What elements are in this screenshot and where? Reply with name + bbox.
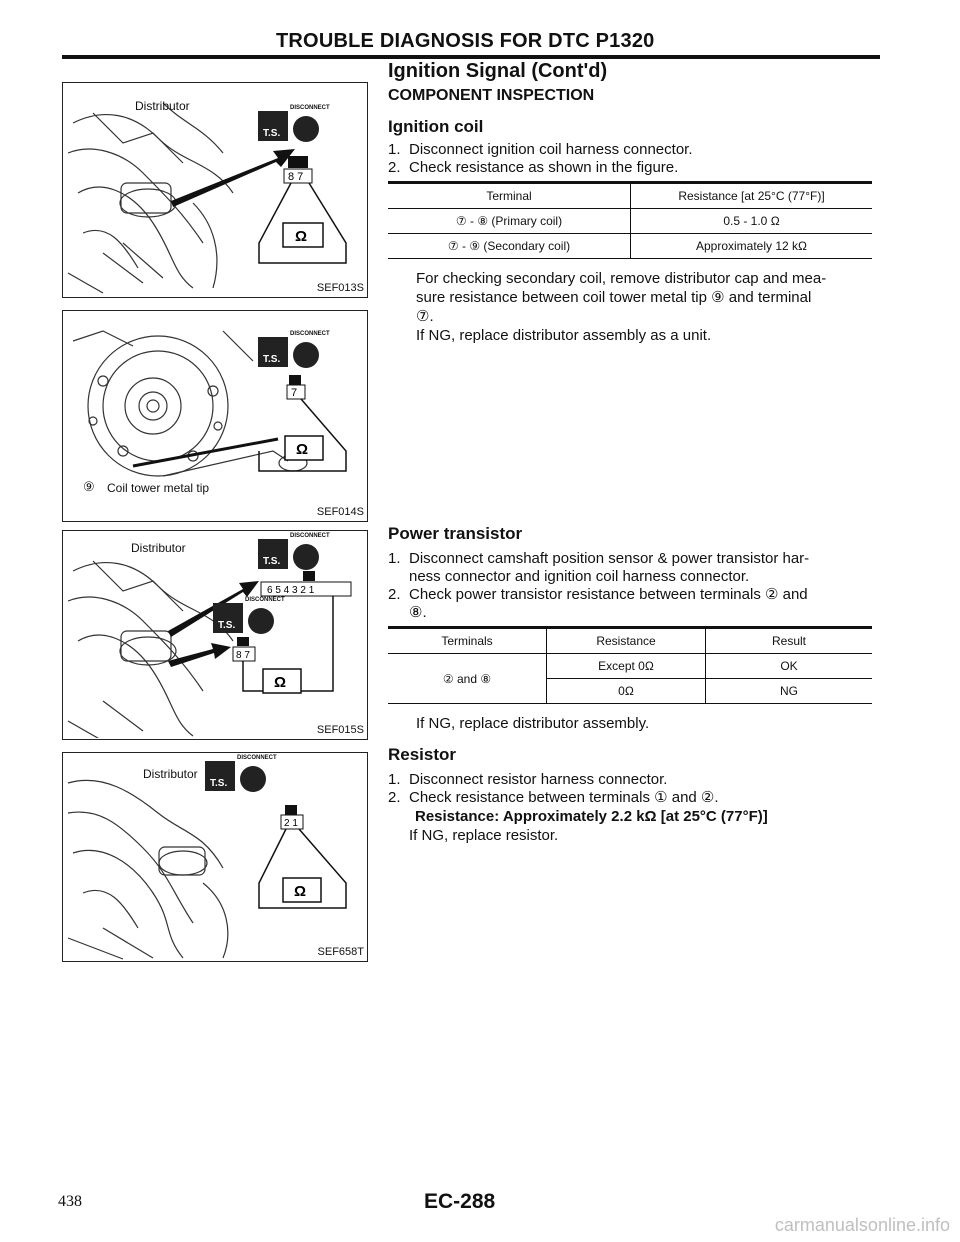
table-cell: NG xyxy=(780,684,798,698)
figure-secondary-coil xyxy=(62,310,368,522)
table-header: Resistance [at 25°C (77°F)] xyxy=(678,189,825,203)
power-transistor-steps xyxy=(388,550,878,622)
figure-code: SEF013S xyxy=(316,282,364,294)
figure-power-transistor xyxy=(62,530,368,740)
note-text: For checking secondary coil, remove distributor cap and mea- xyxy=(416,270,827,287)
power-transistor-title: Power transistor xyxy=(388,524,523,543)
table-header: Terminal xyxy=(388,183,631,209)
table-header-row xyxy=(388,628,872,654)
section-title: Ignition Signal (Cont'd) xyxy=(388,60,608,82)
table-cell: Approximately 12 kΩ xyxy=(695,239,808,253)
table-cell: ⑦ - ⑧ (Primary coil) xyxy=(388,209,631,234)
table-cell: OK xyxy=(780,659,798,673)
power-transistor-table xyxy=(388,626,872,704)
svg-text:DISCONNECT: DISCONNECT xyxy=(245,597,285,603)
ignition-coil-steps xyxy=(388,141,878,177)
svg-text:T.S.: T.S. xyxy=(263,354,281,365)
table-cell: Except 0Ω xyxy=(547,654,706,679)
ng-text: If NG, replace resistor. xyxy=(409,827,559,844)
figure-ignition-coil xyxy=(62,82,368,298)
ng-text: If NG, replace distributor assembly. xyxy=(416,715,650,732)
figure-label: Distributor xyxy=(135,99,190,113)
svg-text:T.S.: T.S. xyxy=(263,128,281,139)
figure-label: Distributor xyxy=(143,767,198,781)
note-text: ⑦. xyxy=(416,308,434,325)
table-header: Resistance xyxy=(547,628,706,654)
list-item: 2. Check resistance between terminals ① and ②. xyxy=(388,789,719,806)
resistor-steps xyxy=(388,771,878,807)
page-number: 438 xyxy=(58,1193,82,1210)
svg-text:T.S.: T.S. xyxy=(263,556,281,567)
resistor-title: Resistor xyxy=(388,745,457,764)
page-code: EC-288 xyxy=(424,1190,496,1213)
list-item: 1. Disconnect camshaft position sensor & power transistor har- ness connector and ignition coil harness connector. xyxy=(388,550,810,585)
engine-illustration xyxy=(63,531,366,738)
svg-text:6 5 4 3 2 1: 6 5 4 3 2 1 xyxy=(267,585,315,596)
list-item: 1. Disconnect ignition coil harness connector. xyxy=(388,141,693,158)
svg-text:T.S.: T.S. xyxy=(210,778,228,789)
figure-label: Distributor xyxy=(131,541,186,555)
table-cell: ⑦ - ⑨ (Secondary coil) xyxy=(388,234,631,259)
resistor-section xyxy=(388,745,878,845)
header-rule xyxy=(62,55,880,59)
svg-text:Ω: Ω xyxy=(294,883,307,900)
section-subtitle: COMPONENT INSPECTION xyxy=(388,87,595,104)
svg-text:DISCONNECT: DISCONNECT xyxy=(290,533,330,539)
figure-code: SEF015S xyxy=(316,724,364,736)
ignition-coil-section xyxy=(388,60,878,345)
svg-text:2 1: 2 1 xyxy=(284,818,298,829)
watermark: carmanualsonline.info xyxy=(774,1215,950,1235)
svg-text:8 7: 8 7 xyxy=(236,650,250,661)
table-cell: 0.5 - 1.0 Ω xyxy=(723,214,780,228)
page-header: TROUBLE DIAGNOSIS FOR DTC P1320 xyxy=(276,30,655,52)
figure-resistor xyxy=(62,752,368,962)
table-header-row xyxy=(388,183,872,209)
svg-text:DISCONNECT: DISCONNECT xyxy=(237,755,277,761)
svg-text:8 7: 8 7 xyxy=(288,171,304,183)
ng-text: If NG, replace distributor assembly as a unit. xyxy=(416,327,712,344)
table-cell: 0Ω xyxy=(547,679,706,704)
table-cell: ② and ⑧ xyxy=(388,654,547,704)
list-item: 2. Check resistance as shown in the figure. xyxy=(388,159,679,176)
figure-code: SEF014S xyxy=(316,506,364,518)
resistance-spec: Resistance: Approximately 2.2 kΩ [at 25°C (77°F)] xyxy=(415,808,768,825)
ignition-coil-title: Ignition coil xyxy=(388,117,484,136)
svg-text:DISCONNECT: DISCONNECT xyxy=(290,105,330,111)
svg-text:Ω: Ω xyxy=(296,441,309,458)
table-row xyxy=(388,209,872,234)
note-text: sure resistance between coil tower metal tip ⑨ and terminal xyxy=(416,289,812,306)
table-row xyxy=(388,234,872,259)
ignition-coil-table xyxy=(388,181,872,259)
svg-text:Ω: Ω xyxy=(274,674,287,691)
figure-label: Coil tower metal tip xyxy=(107,481,210,495)
svg-text:7: 7 xyxy=(291,387,298,399)
figure-marker: ⑨ xyxy=(83,479,95,494)
svg-text:DISCONNECT: DISCONNECT xyxy=(290,331,330,337)
list-item: 2. Check power transistor resistance between terminals ② and ⑧. xyxy=(388,586,808,621)
svg-text:T.S.: T.S. xyxy=(218,620,236,631)
list-item: 1. Disconnect resistor harness connector. xyxy=(388,771,668,788)
table-row xyxy=(388,654,872,679)
figure-code: SEF658T xyxy=(317,946,364,958)
svg-text:Ω: Ω xyxy=(295,228,308,245)
engine-illustration xyxy=(63,753,366,960)
engine-illustration xyxy=(63,83,366,296)
table-header: Result xyxy=(771,634,806,648)
power-transistor-section xyxy=(388,524,878,733)
table-header: Terminals xyxy=(388,628,547,654)
ignition-coil-note xyxy=(416,269,878,345)
